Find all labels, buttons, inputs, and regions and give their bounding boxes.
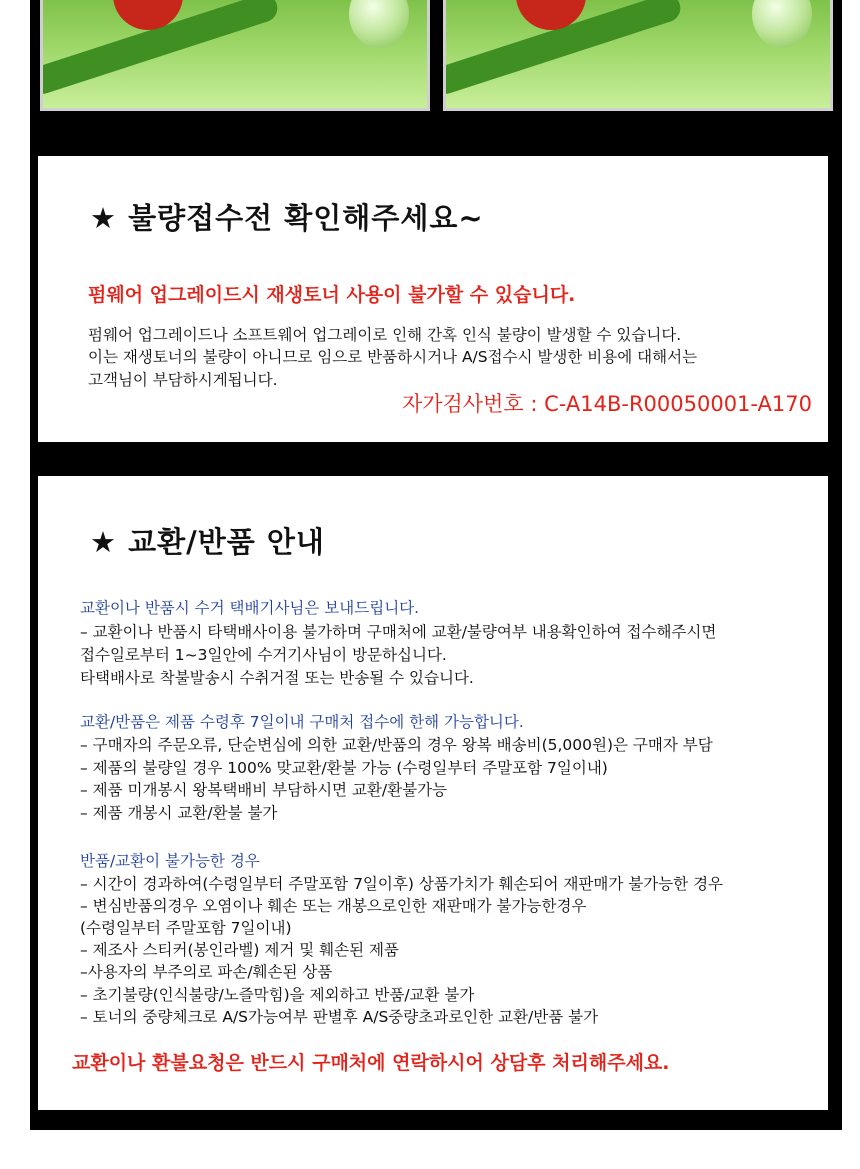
- closing-notice: 교환이나 환불요청은 반드시 구매처에 연락하시어 상담후 처리해주세요.: [72, 1052, 670, 1074]
- notice-line: 펌웨어 업그레이드나 소프트웨어 업그레이로 인해 간혹 인식 불량이 발생할 수 있습니다.: [88, 326, 682, 344]
- notice-panel: [38, 156, 828, 442]
- section-line: 타택배사로 착불발송시 수취거절 또는 반송될 수 있습니다.: [80, 669, 474, 687]
- section-line: – 시간이 경과하여(수령일부터 주말포함 7일이후) 상품가치가 훼손되어 재판매가 불가능한 경우: [80, 875, 724, 893]
- inspection-number: 자가검사번호 : C-A14B-R00050001-A170: [401, 392, 812, 416]
- water-drop-shape: [349, 0, 409, 48]
- section-line: – 제품의 불량일 경우 100% 맞교환/환불 가능 (수령일부터 주말포함 7일이내): [80, 759, 608, 777]
- section-line: 접수일로부터 1~3일안에 수거기사님이 방문하십니다.: [80, 646, 447, 664]
- product-photo-left: [40, 0, 430, 111]
- section-line: – 제품 개봉시 교환/환불 불가: [80, 804, 278, 822]
- section-line: – 구매자의 주문오류, 단순변심에 의한 교환/반품의 경우 왕복 배송비(5,000원)은 구매자 부담: [80, 736, 713, 754]
- notice-heading: ★ 불량접수전 확인해주세요~: [90, 201, 484, 235]
- section-line: – 변심반품의경우 오염이나 훼손 또는 개봉으로인한 재판매가 불가능한경우: [80, 897, 587, 915]
- section-line: – 제품 미개봉시 왕복택배비 부담하시면 교환/환불가능: [80, 781, 448, 799]
- section-line: – 초기불량(인식불량/노즐막힘)을 제외하고 반품/교환 불가: [80, 986, 475, 1004]
- section-line: – 교환이나 반품시 타택배사이용 불가하며 구매처에 교환/불량여부 내용확인하여 접수해주시면: [80, 623, 717, 641]
- exchange-heading: ★ 교환/반품 안내: [90, 525, 325, 559]
- water-drop-shape: [752, 0, 812, 48]
- section-line: (수령일부터 주말포함 7일이내): [80, 919, 292, 937]
- section-line: –사용자의 부주의로 파손/훼손된 상품: [80, 963, 333, 981]
- section-line: – 토너의 중량체크로 A/S가능여부 판별후 A/S중량초과로인한 교환/반품 불가: [80, 1008, 599, 1026]
- notice-line: 이는 재생토너의 불량이 아니므로 임으로 반품하시거나 A/S접수시 발생한 비용에 대해서는: [88, 348, 698, 366]
- product-photo-right: [443, 0, 833, 111]
- firmware-warning: 펌웨어 업그레이드시 재생토너 사용이 불가할 수 있습니다.: [88, 284, 576, 306]
- exchange-panel: [38, 476, 828, 1110]
- section-title: 교환이나 반품시 수거 택배기사님은 보내드립니다.: [80, 599, 420, 617]
- notice-line: 고객님이 부담하시게됩니다.: [88, 371, 278, 389]
- section-title: 교환/반품은 제품 수령후 7일이내 구매처 접수에 한해 가능합니다.: [80, 713, 524, 731]
- section-line: – 제조사 스티커(봉인라벨) 제거 및 훼손된 제품: [80, 941, 399, 959]
- section-title: 반품/교환이 불가능한 경우: [80, 852, 260, 870]
